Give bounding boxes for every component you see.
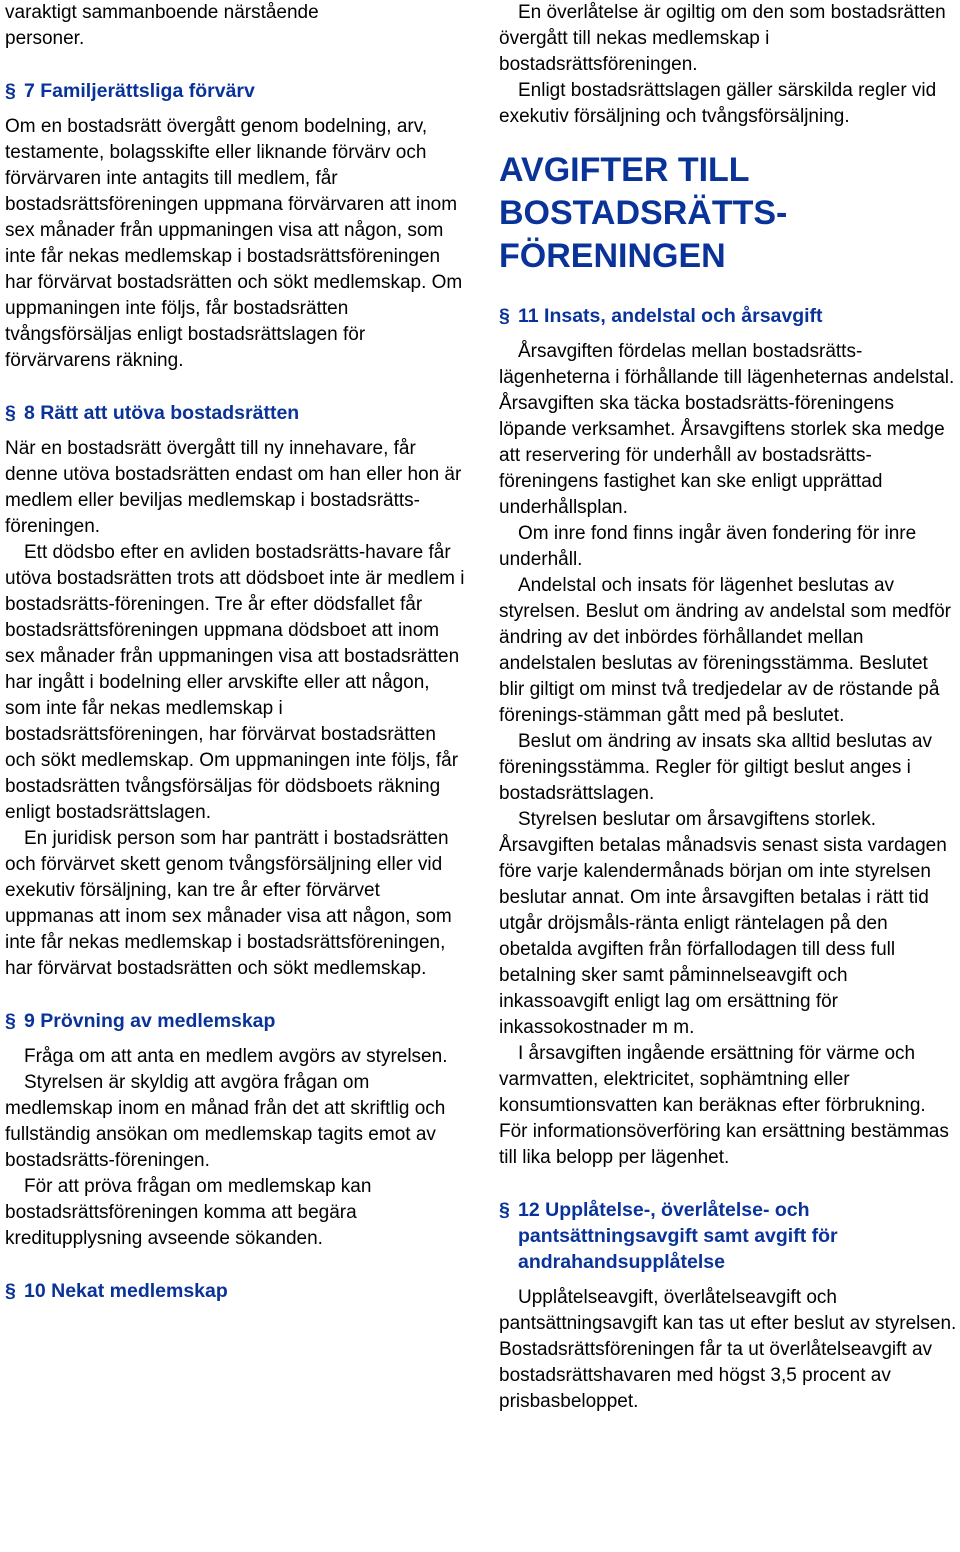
section-8-paragraph-2: Ett dödsbo efter en avliden bostadsrätts-havare får utöva bostadsrätten trots att dödsboet inte är medlem i bostadsrätts-föreningen. Tre år efter dödsfallet får bostadsrättsföreningen uppmana dödsboet att inom sex månader från uppmaningen visa att bostadsrätten har ingått i bodelning eller arvskifte eller att någon, som inte får nekas medlemskap i bostadsrättsföreningen, har förvärvat bostadsrätten och sökt medlemskap. Om uppmaningen inte följs, får bostadsrätten tvångsförsäljas för dödsboets räkning enligt bostadsrättslagen.	[5, 542, 465, 823]
section-sign: §	[5, 80, 16, 102]
section-8-paragraph-3: En juridisk person som har panträtt i bostadsrätten och förvärvet skett genom tvångsförsäljning eller vid exekutiv försäljning, kan tre år efter förvärvet uppmanas att inom sex månader visa att någon, som inte får nekas medlemskap i bostadsrättsföreningen, har förvärvat bostadsrätten och sökt medlemskap.	[5, 828, 452, 979]
section-11-paragraph-5: Styrelsen beslutar om årsavgiftens storlek. Årsavgiften betalas månadsvis senast sista vardagen före varje kalendermånads början om inte styrelsen beslutar annat. Om inte årsavgiften betalas i rätt tid utgår dröjsmåls-ränta enligt räntelagen på den obetalda avgiften från förfallodagen till dess full betalning sker samt påminnelseavgift och inkassoavgift enligt lag om ersättning för inkassokostnader m m.	[499, 809, 947, 1038]
section-7-title: 7 Familjerättsliga förvärv	[24, 80, 255, 102]
section-9-heading	[5, 1008, 470, 1034]
section-9-paragraph-3: För att pröva frågan om medlemskap kan bostadsrättsföreningen komma att begära kreditupplysning avseende sökanden.	[5, 1176, 372, 1249]
section-8-title: 8 Rätt att utöva bostadsrätten	[24, 402, 300, 424]
intro-text: varaktigt sammanboende närstående personer.	[5, 2, 319, 49]
section-sign: §	[5, 402, 16, 424]
left-column	[5, 0, 470, 1304]
section-12-paragraph: Upplåtelseavgift, överlåtelseavgift och pantsättningsavgift kan tas ut efter beslut av styrelsen. Bostadsrättsföreningen får ta ut överlåtelseavgift av bostadsrättshavaren med högst 3,5 procent av prisbasbeloppet.	[499, 1287, 957, 1412]
chapter-heading-line-1: AVGIFTER TILL	[499, 151, 750, 189]
section-8-heading	[5, 400, 470, 426]
right-column	[499, 0, 957, 1415]
section-sign: §	[5, 1280, 16, 1302]
exekutiv-paragraph: Enligt bostadsrättslagen gäller särskilda regler vid exekutiv försäljning och tvångsförsäljning.	[499, 80, 937, 127]
section-9-title: 9 Prövning av medlemskap	[24, 1010, 276, 1032]
section-8-paragraph-1: När en bostadsrätt övergått till ny innehavare, får denne utöva bostadsrätten endast om han eller hon är medlem eller beviljas medlemskap i bostadsrätts-föreningen.	[5, 438, 462, 537]
section-12-title: 12 Upplåtelse-, överlåtelse- och pantsättningsavgift samt avgift för andrahandsupplåtelse	[518, 1199, 838, 1273]
section-11-paragraph-3: Andelstal och insats för lägenhet beslutas av styrelsen. Beslut om ändring av andelstal som medför ändring av det inbördes förhållandet mellan andelstalen beslutas av föreningsstämma. Beslutet blir giltigt om minst två tredjedelar av de röstande på förenings-stämman gått med på beslutet.	[499, 575, 951, 726]
overlatelse-paragraph: En överlåtelse är ogiltig om den som bostadsrätten övergått till nekas medlemskap i bostadsrättsföreningen.	[499, 2, 946, 75]
section-7-heading	[5, 78, 470, 104]
section-11-paragraph-2: Om inre fond finns ingår även fondering för inre underhåll.	[499, 523, 917, 570]
section-7-paragraph: Om en bostadsrätt övergått genom bodelning, arv, testamente, bolagsskifte eller liknande förvärv och förvärvaren inte antagits till medlem, får bostadsrättsföreningen uppmana förvärvaren att inom sex månader från uppmaningen visa att någon, som inte får nekas medlemskap i bostadsrättsföreningen har förvärvat bostadsrätten och sökt medlemskap. Om uppmaningen inte följs, får bostadsrätten tvångsförsäljas enligt bostadsrättslagen för förvärvarens räkning.	[5, 116, 463, 371]
section-11-heading	[499, 303, 957, 329]
section-10-title: 10 Nekat medlemskap	[24, 1280, 228, 1302]
section-sign: §	[499, 1199, 510, 1221]
section-10-heading	[5, 1278, 470, 1304]
chapter-heading	[499, 149, 957, 278]
chapter-heading-line-3: FÖRENINGEN	[499, 237, 726, 275]
section-11-paragraph-4: Beslut om ändring av insats ska alltid beslutas av föreningsstämma. Regler för giltigt beslut anges i bostadsrättslagen.	[499, 731, 932, 804]
section-sign: §	[5, 1010, 16, 1032]
section-9-paragraph-1: Fråga om att anta en medlem avgörs av styrelsen.	[24, 1046, 448, 1067]
chapter-heading-line-2: BOSTADSRÄTTS-	[499, 194, 788, 232]
section-11-title: 11 Insats, andelstal och årsavgift	[518, 305, 823, 327]
section-11-paragraph-1: Årsavgiften fördelas mellan bostadsrätts-lägenheterna i förhållande till lägenheternas andelstal. Årsavgiften ska täcka bostadsrätts-föreningens löpande verksamhet. Årsavgiftens storlek ska medge att reservering för underhåll av bostadsrätts-föreningens fastighet kan ske enligt upprättad underhållsplan.	[499, 341, 955, 518]
section-sign: §	[499, 305, 510, 327]
section-9-paragraph-2: Styrelsen är skyldig att avgöra frågan om medlemskap inom en månad från det att skriftlig och fullständig ansökan om medlemskap tagits emot av bostadsrätts-föreningen.	[5, 1072, 446, 1171]
section-12-heading	[499, 1197, 957, 1275]
section-11-paragraph-6: I årsavgiften ingående ersättning för värme och varmvatten, elektricitet, sophämtning eller konsumtionsvatten kan beräknas efter förbrukning. För informationsöverföring kan ersättning bestämmas till lika belopp per lägenhet.	[499, 1043, 949, 1168]
